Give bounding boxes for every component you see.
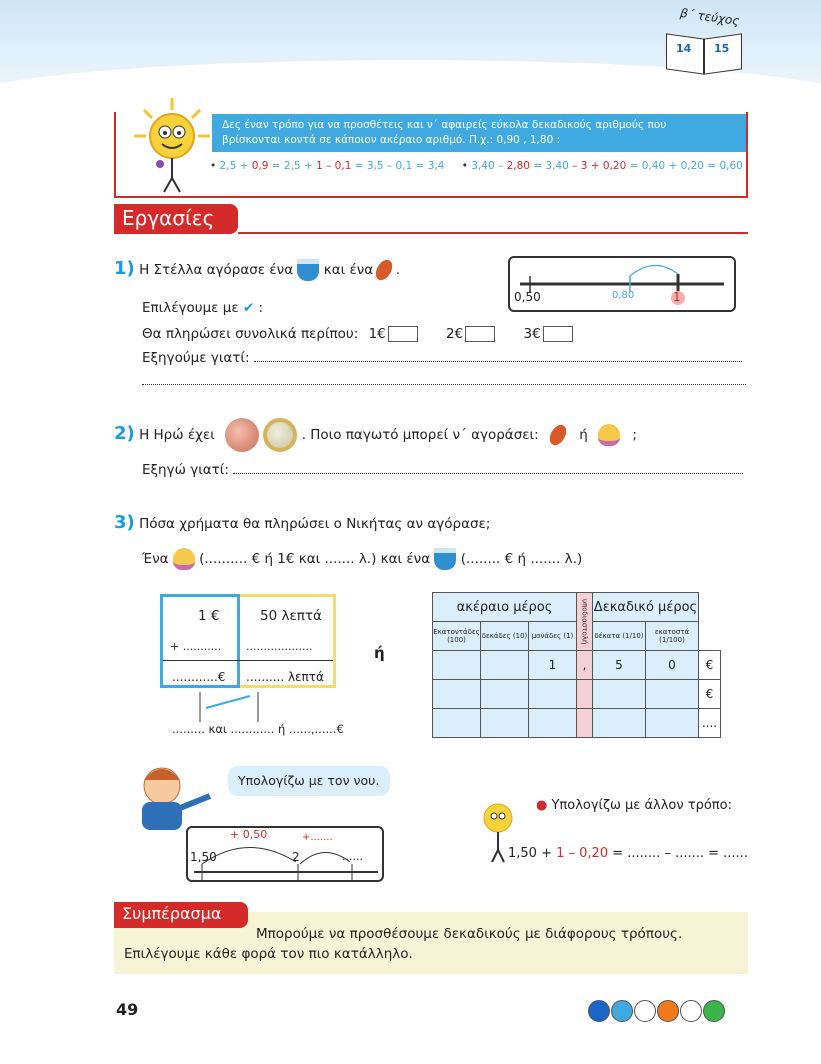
checkmark-icon: ✔ <box>242 300 255 316</box>
q1-choose <box>142 300 263 316</box>
section-title: Εργασίες <box>114 204 238 234</box>
table-decimal-point: υποδιαστολή <box>577 593 593 651</box>
q2-number: 2) <box>114 423 135 444</box>
q1-choose-colon: : <box>258 300 264 316</box>
q1-option-3-checkbox[interactable] <box>543 326 573 342</box>
ice-cream-cup-icon <box>434 548 456 570</box>
q3-number: 3) <box>114 512 135 533</box>
sundae-icon <box>173 548 195 570</box>
tip-banner <box>212 114 746 152</box>
q2-explain-row <box>142 462 743 478</box>
table-cell[interactable] <box>646 680 699 709</box>
mental-start: 1,50 <box>190 850 217 864</box>
q2-text: Η Ηρώ έχει <box>139 427 215 443</box>
q2-text: . Ποιο παγωτό μπορεί ν΄ αγοράσει: <box>301 427 539 443</box>
q1-pay-row <box>142 326 573 342</box>
boy-mascot-icon <box>132 760 222 830</box>
table-cell[interactable] <box>593 680 646 709</box>
q1-option-1-checkbox[interactable] <box>388 326 418 342</box>
cents-total[interactable]: .......... λεπτά <box>246 670 324 684</box>
book-icon <box>664 30 748 88</box>
mental-number-line <box>186 826 384 882</box>
table-currency: € <box>699 651 721 680</box>
q3-bottom[interactable]: ......... και ............ ή ......,......€ <box>172 722 344 736</box>
table-dec-part: Δεκαδικό μέρος <box>593 593 699 622</box>
q3-row <box>114 512 490 533</box>
tip-ex2-part: = 3,40 <box>529 160 573 172</box>
q1-explain-line-2[interactable] <box>142 384 746 385</box>
tip-examples: • 2,5 + 0,9 = 2,5 + 1 – 0,1 = 3,5 – 0,1 = 3,4 • 3,40 – 2,80 = 3,40 – 3 + 0,20 = 0,40 + 0,20 = 0,60 <box>210 160 743 172</box>
table-cell[interactable] <box>481 651 529 680</box>
conclusion-text-2: Επιλέγουμε κάθε φορά τον πιο κατάλληλο. <box>124 946 413 962</box>
calc-part[interactable]: = ........ – ....... = ...... <box>608 846 748 861</box>
ice-lolly-icon <box>373 257 396 283</box>
tip-ex2-part: 3,40 – <box>471 160 507 172</box>
other-way-label: ● Υπολογίζω με άλλον τρόπο: <box>536 798 732 813</box>
nl-mid-label: 0,80 <box>612 290 635 301</box>
tip-ex1-part: = 3,5 – 0,1 = 3,4 <box>351 160 445 172</box>
q1-pay-text: Θα πληρώσει συνολικά περίπου: <box>142 326 359 342</box>
sun-mascot-icon <box>132 96 212 196</box>
table-cell[interactable] <box>529 680 577 709</box>
q1-explain-line-1[interactable] <box>254 361 742 362</box>
table-cell[interactable] <box>433 680 481 709</box>
dot-icon <box>611 1000 633 1022</box>
q2-explain-line[interactable] <box>233 473 743 474</box>
q3-line-text[interactable]: (........ € ή ....... λ.) <box>460 551 583 567</box>
tip-ex2-red: 2,80 <box>506 160 530 172</box>
nl-end-label: 1 <box>673 290 681 304</box>
q2-question-mark: ; <box>632 427 637 443</box>
table-currency: .... <box>699 709 721 738</box>
q3-line-text: Ένα <box>142 551 169 567</box>
tip-ex1-part: 2,5 + <box>219 160 252 172</box>
tip-ex1-red: 0,9 <box>251 160 269 172</box>
q1-explain-row <box>142 350 742 366</box>
conclusion-title: Συμπέρασμα <box>114 902 248 928</box>
calc-red: 1 – 0,20 <box>556 846 609 861</box>
table-cell[interactable] <box>481 680 529 709</box>
ice-cream-cup-icon <box>297 259 319 281</box>
other-way-calc <box>508 846 748 861</box>
dot-icon <box>680 1000 702 1022</box>
euro-head: 1 € <box>198 608 220 624</box>
page-number: 49 <box>116 1000 139 1019</box>
q1-option-2-checkbox[interactable] <box>465 326 495 342</box>
tip-ex2-red: – 3 + 0,20 <box>572 160 627 172</box>
q1-text: . <box>395 262 401 278</box>
mental-plus-1: + 0,50 <box>230 828 268 841</box>
nl-start-label: 0,50 <box>514 290 541 304</box>
q1-option-2-label: 2€ <box>446 326 464 342</box>
cents-plus[interactable]: ................... <box>246 640 313 653</box>
table-units: μονάδες (1) <box>529 622 577 651</box>
q1-number-line <box>508 256 736 312</box>
sundae-icon <box>598 424 620 446</box>
dot-icon <box>634 1000 656 1022</box>
dot-icon <box>588 1000 610 1022</box>
book-page-right: 15 <box>714 42 730 55</box>
q3-text: Πόσα χρήματα θα πληρώσει ο Νικήτας αν αγόρασε; <box>139 516 491 532</box>
difficulty-dots <box>588 1000 726 1026</box>
mental-end[interactable]: ...... <box>342 850 363 863</box>
book-page-left: 14 <box>676 42 692 55</box>
other-way-text: Υπολογίζω με άλλον τρόπο: <box>551 798 732 813</box>
table-tens: δεκάδες (10) <box>481 622 529 651</box>
table-cell <box>577 680 593 709</box>
sum-line <box>163 660 333 661</box>
q1-choose-text: Επιλέγουμε με <box>142 300 239 316</box>
conclusion-text-1: Μπορούμε να προσθέσουμε δεκαδικούς με διάφορους τρόπους. <box>256 926 683 942</box>
tip-line-1: Δες έναν τρόπο για να προσθέτεις και ν΄ αφαιρείς εύκολα δεκαδικούς αριθμούς που <box>222 119 667 131</box>
table-cell[interactable] <box>646 709 699 738</box>
q1-explain-label: Εξηγούμε γιατί: <box>142 350 250 366</box>
calc-part: 1,50 + <box>508 846 557 861</box>
coin-50-cents-icon <box>225 418 259 452</box>
table-cell[interactable]: 0 <box>646 651 699 680</box>
table-cell[interactable] <box>593 709 646 738</box>
q1-option-3-label: 3€ <box>523 326 541 342</box>
section-divider <box>238 232 748 234</box>
q2-row <box>114 418 637 452</box>
q2-or: ή <box>579 427 588 443</box>
tip-ex1-red: 1 – 0,1 <box>316 160 352 172</box>
table-cell[interactable] <box>433 709 481 738</box>
mental-mid: 2 <box>292 850 300 864</box>
q1-row <box>114 258 400 281</box>
table-cell[interactable] <box>529 709 577 738</box>
q3-line <box>142 548 582 570</box>
table-int-part: ακέραιο μέρος <box>433 593 577 622</box>
q1-text: Η Στέλλα αγόρασε ένα <box>139 262 294 278</box>
table-cell[interactable]: 1 <box>529 651 577 680</box>
table-cell: , <box>577 651 593 680</box>
table-tenths: δέκατα (1/10) <box>593 622 646 651</box>
decimal-table <box>432 592 721 738</box>
tip-ex1-part: = 2,5 + <box>268 160 317 172</box>
q1-option-1-label: 1€ <box>368 326 386 342</box>
table-cell <box>577 709 593 738</box>
q2-explain-label: Εξηγώ γιατί: <box>142 462 229 478</box>
dot-icon <box>703 1000 725 1022</box>
euro-total[interactable]: ............€ <box>172 670 226 684</box>
cents-head: 50 λεπτά <box>260 608 322 624</box>
coin-1-euro-icon <box>263 418 297 452</box>
euro-plus[interactable]: + ........... <box>170 640 222 653</box>
q1-number: 1) <box>114 258 135 279</box>
dot-icon <box>657 1000 679 1022</box>
table-hundreds: Εκατοντάδες (100) <box>433 622 481 651</box>
q3-or: ή <box>374 644 385 662</box>
table-cell[interactable] <box>481 709 529 738</box>
mental-bubble: Υπολογίζω με τον νου. <box>228 766 390 796</box>
table-currency: € <box>699 680 721 709</box>
ice-lolly-icon <box>546 422 569 448</box>
tip-line-2: βρίσκονται κοντά σε κάποιον ακέραιο αριθμό. Π.χ.: 0,90 , 1,80 : <box>222 134 561 146</box>
table-cell[interactable]: 5 <box>593 651 646 680</box>
table-hundredths: εκατοστά (1/100) <box>646 622 699 651</box>
q1-text: και ένα <box>323 262 374 278</box>
q3-line-text[interactable]: (.......... € ή 1€ και ....... λ.) και ένα <box>199 551 431 567</box>
table-cell[interactable] <box>433 651 481 680</box>
tip-ex2-part: = 0,40 + 0,20 = 0,60 <box>626 160 743 172</box>
mental-plus-2[interactable]: +....... <box>302 832 333 843</box>
issue-label: β΄ τεύχος <box>679 5 741 29</box>
